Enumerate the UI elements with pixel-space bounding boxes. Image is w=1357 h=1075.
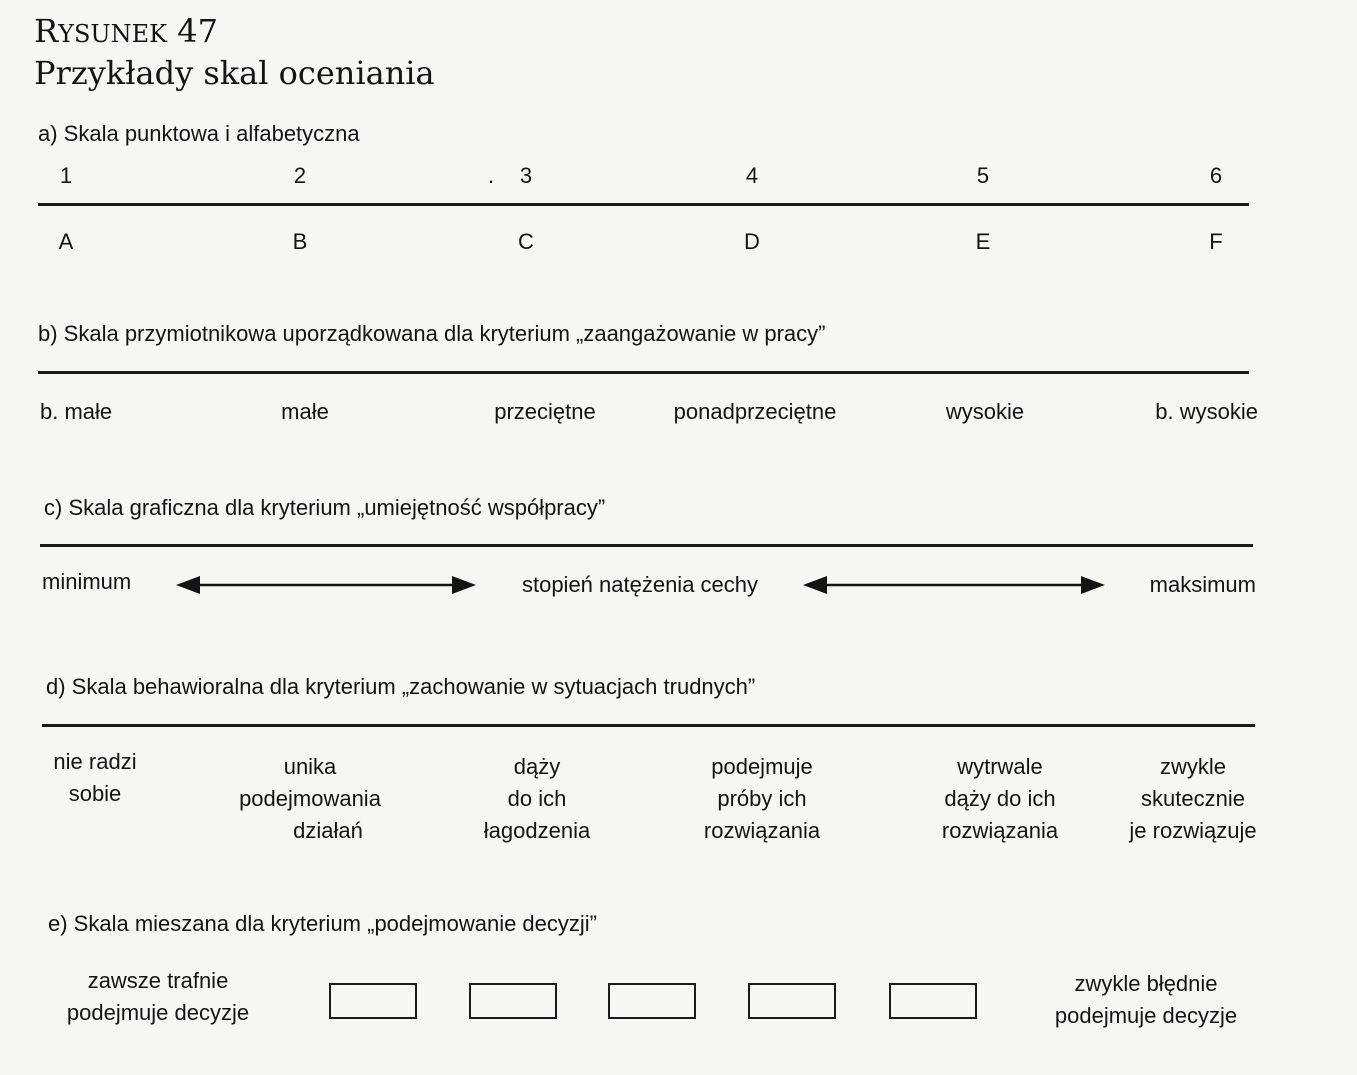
figure-label-initial: R	[34, 12, 59, 50]
scale-a-number: 6	[1209, 163, 1223, 188]
scale-b-label: ponadprzeciętne	[673, 399, 837, 424]
figure-title: Przykłady skal oceniania	[34, 54, 435, 92]
scale-d-label-line: sobie	[68, 781, 122, 806]
scale-b-label: b. małe	[40, 399, 113, 424]
scale-d-label-line: do ich	[507, 786, 567, 811]
scale-b-label: b. wysokie	[1155, 399, 1258, 424]
rating-box[interactable]	[748, 983, 836, 1019]
scale-b-title: b) Skala przymiotnikowa uporządkowana dla kryterium „zaangażowanie w pracy”	[38, 321, 826, 346]
scale-d-title: d) Skala behawioralna dla kryterium „zachowanie w sytuacjach trudnych”	[46, 674, 756, 699]
rating-box[interactable]	[469, 983, 557, 1019]
scale-d-label	[35, 746, 155, 810]
scale-c-title: c) Skala graficzna dla kryterium „umiejętność współpracy”	[44, 495, 606, 520]
scale-d-label	[457, 751, 617, 847]
scale-d-line	[42, 724, 1255, 727]
scale-b-label: małe	[281, 399, 329, 424]
scale-c-center-label: stopień natężenia cechy	[521, 572, 759, 597]
figure-label	[34, 12, 218, 50]
scale-b-label: wysokie	[945, 399, 1025, 424]
scale-d-label-line: próby ich	[717, 786, 807, 811]
scale-d-label-line: podejmowania	[239, 786, 381, 811]
scale-a-number: 1	[59, 163, 73, 188]
scale-d-label-line: łagodzenia	[483, 818, 591, 843]
scale-a-letter: B	[292, 229, 308, 254]
scale-b-line	[38, 371, 1249, 374]
rating-box[interactable]	[889, 983, 977, 1019]
scale-e-left-label-line: podejmuje decyzje	[66, 1000, 250, 1025]
scale-c-max-label: maksimum	[1149, 572, 1256, 597]
scale-a-number: 5	[976, 163, 990, 188]
scale-a-letter: D	[744, 229, 760, 254]
scale-e-right-label-line: podejmuje decyzje	[1054, 1003, 1238, 1028]
scale-a-letter: E	[975, 229, 991, 254]
scale-a-letter: A	[58, 229, 74, 254]
scale-d-label-line: zwykle	[1159, 754, 1226, 779]
scale-d-label-line: rozwiązania	[941, 818, 1059, 843]
scale-d-label-line: je rozwiązuje	[1129, 818, 1257, 843]
scale-e-left-label	[38, 965, 278, 1029]
scale-d-label-line: rozwiązania	[703, 818, 821, 843]
scale-d-label-line: wytrwale	[957, 754, 1043, 779]
scale-d-label-line: skutecznie	[1141, 786, 1245, 811]
rating-box[interactable]	[608, 983, 696, 1019]
scale-d-label	[1108, 751, 1278, 847]
scale-e-right-label	[1028, 968, 1264, 1032]
scale-d-label-line: dąży do ich	[944, 786, 1056, 811]
scale-d-label	[905, 751, 1095, 847]
scale-d-label-line: nie radzi	[53, 749, 137, 774]
scale-d-label	[667, 751, 857, 847]
scale-a-title: a) Skala punktowa i alfabetyczna	[38, 121, 360, 146]
scale-e-left-label-line: zawsze trafnie	[87, 968, 229, 993]
scale-d-label-line: podejmuje	[711, 754, 813, 779]
scale-d-label	[210, 751, 410, 847]
scale-a-number: 4	[745, 163, 759, 188]
scale-b-label: przeciętne	[494, 399, 596, 424]
scale-a-letter: C	[518, 229, 534, 254]
figure-number: 47	[177, 12, 218, 50]
scale-d-label-line: dąży	[513, 754, 561, 779]
scale-c-min-label: minimum	[42, 569, 132, 594]
scale-e-right-label-line: zwykle błędnie	[1074, 971, 1218, 996]
scale-e-title: e) Skala mieszana dla kryterium „podejmowanie decyzji”	[48, 911, 598, 936]
figure-label-smallcaps: YSUNEK	[58, 20, 168, 48]
double-arrow-right	[803, 572, 1105, 598]
rating-box[interactable]	[329, 983, 417, 1019]
scale-c-line	[40, 544, 1253, 547]
double-arrow-left	[176, 572, 476, 598]
scale-d-label-line: unika	[283, 754, 337, 779]
scale-a-dot: .	[487, 163, 495, 188]
scale-d-label-line: działań	[293, 818, 363, 843]
scale-a-number: 3	[519, 163, 533, 188]
scale-a-number: 2	[293, 163, 307, 188]
scale-a-line	[38, 203, 1249, 206]
scale-a-letter: F	[1209, 229, 1223, 254]
